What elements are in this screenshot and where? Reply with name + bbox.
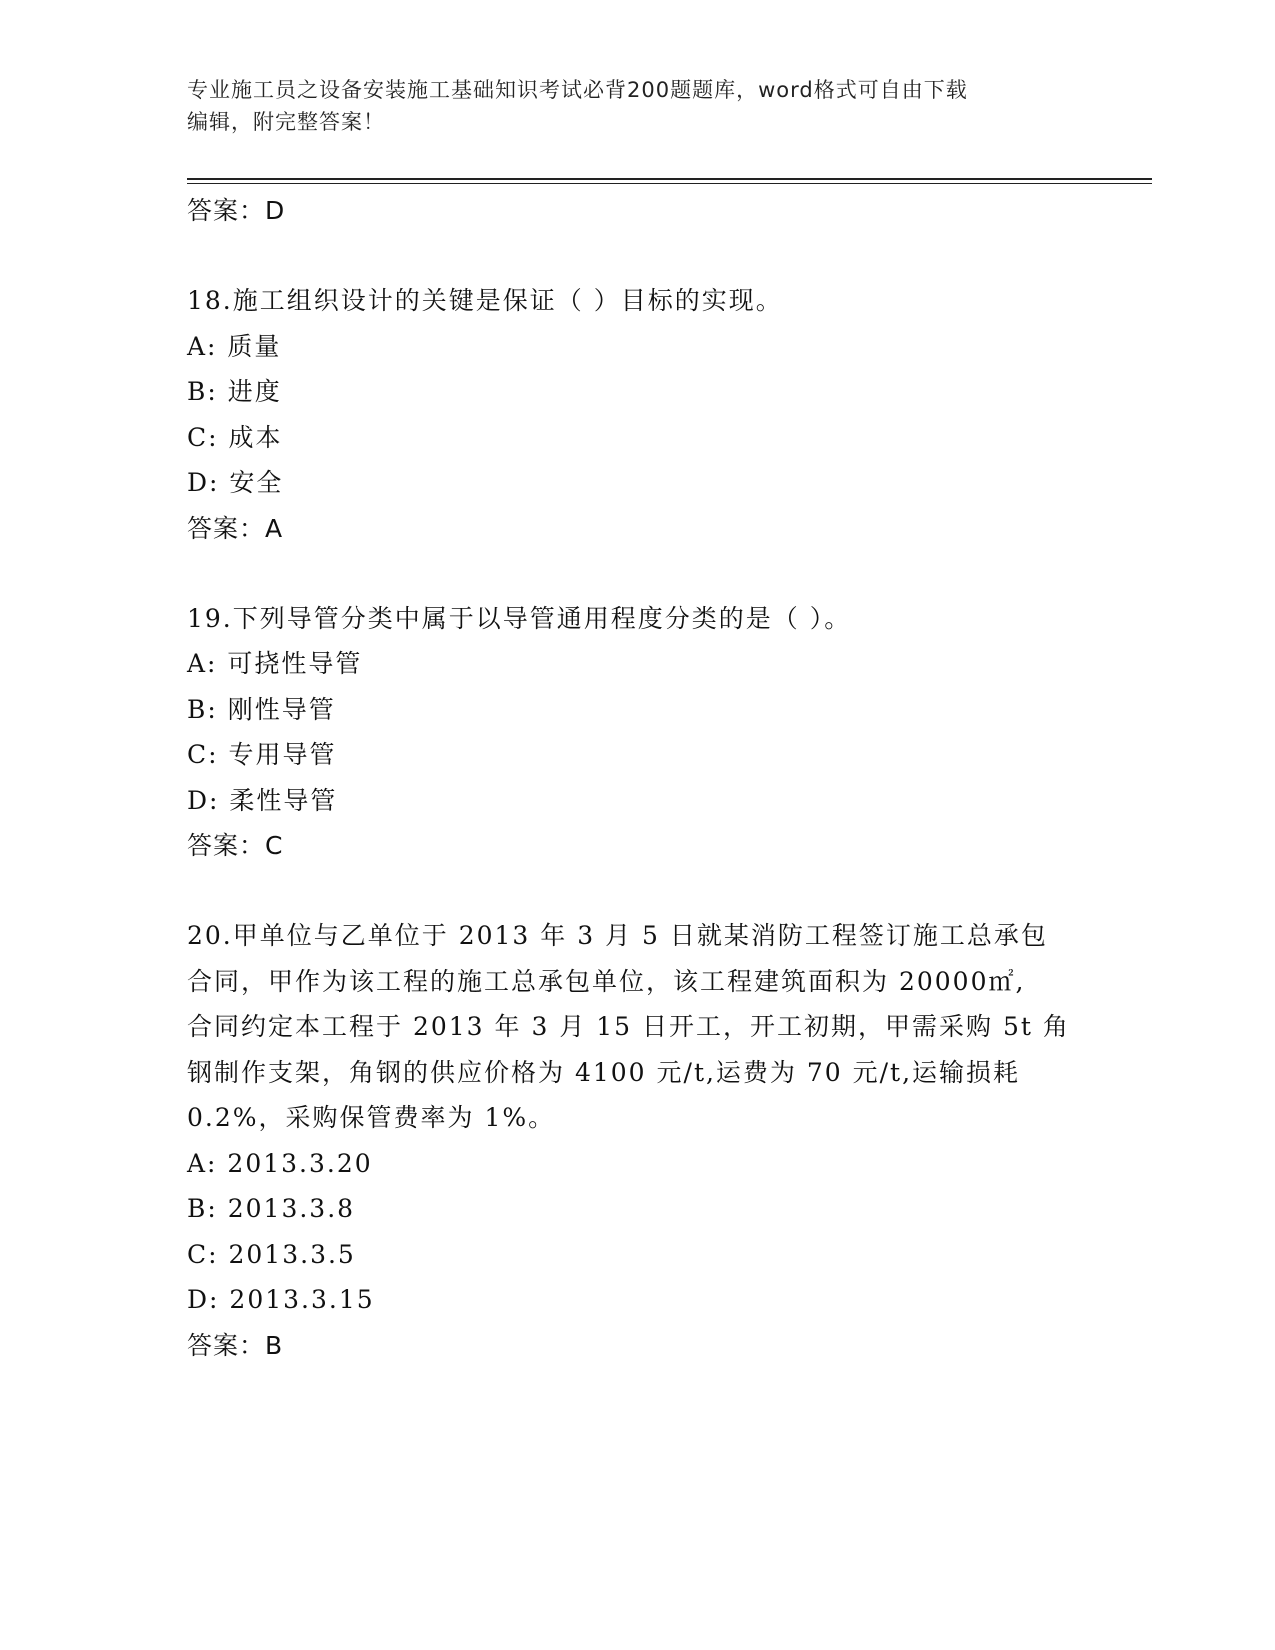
header-rule-thin [187,183,1152,184]
option-c: C: 成本 [187,422,283,452]
option-a: A: 2013.3.20 [187,1148,373,1178]
option-c: C: 2013.3.5 [187,1239,356,1269]
question-stem-line-3: 合同约定本工程于 2013 年 3 月 15 日开工，开工初期，甲需采购 5t 角 [187,1012,1070,1041]
option-b: B: 刚性导管 [187,694,336,724]
option-d: D: 柔性导管 [187,785,338,815]
previous-answer: 答案：D [187,196,286,225]
option-d: D: 2013.3.15 [187,1285,375,1314]
question-20 [187,913,1087,1368]
header-title-line-1: 专业施工员之设备安装施工基础知识考试必背200题题库，word格式可自由下载 [187,78,968,102]
answer-label: 答案：A [187,513,284,543]
question-stem: 19.下列导管分类中属于以导管通用程度分类的是（ ）。 [187,603,852,633]
question-stem-line-4: 钢制作支架，角钢的供应价格为 4100 元/t,运费为 70 元/t,运输损耗 [187,1057,1021,1087]
option-a: A: 质量 [187,331,282,361]
option-a: A: 可挠性导管 [187,649,363,678]
question-19 [187,596,1087,869]
question-18 [187,278,1087,551]
document-header [187,74,1067,138]
option-b: B: 进度 [187,377,282,406]
option-b: B: 2013.3.8 [187,1194,356,1223]
question-stem-line-2: 合同，甲作为该工程的施工总承包单位，该工程建筑面积为 20000㎡, [187,966,1026,996]
question-stem: 18.施工组织设计的关键是保证（ ）目标的实现。 [187,286,783,315]
header-title-line-2: 编辑，附完整答案！ [187,110,385,134]
answer-label: 答案：C [187,831,284,860]
option-d: D: 安全 [187,468,284,497]
option-c: C: 专用导管 [187,740,337,769]
question-stem-line-5: 0.2%，采购保管费率为 1%。 [187,1103,556,1132]
question-stem-line-1: 20.甲单位与乙单位于 2013 年 3 月 5 日就某消防工程签订施工总承包 [187,921,1048,950]
question-list [187,188,1087,1368]
header-rule-thick [187,178,1152,180]
answer-label: 答案：B [187,1330,284,1360]
